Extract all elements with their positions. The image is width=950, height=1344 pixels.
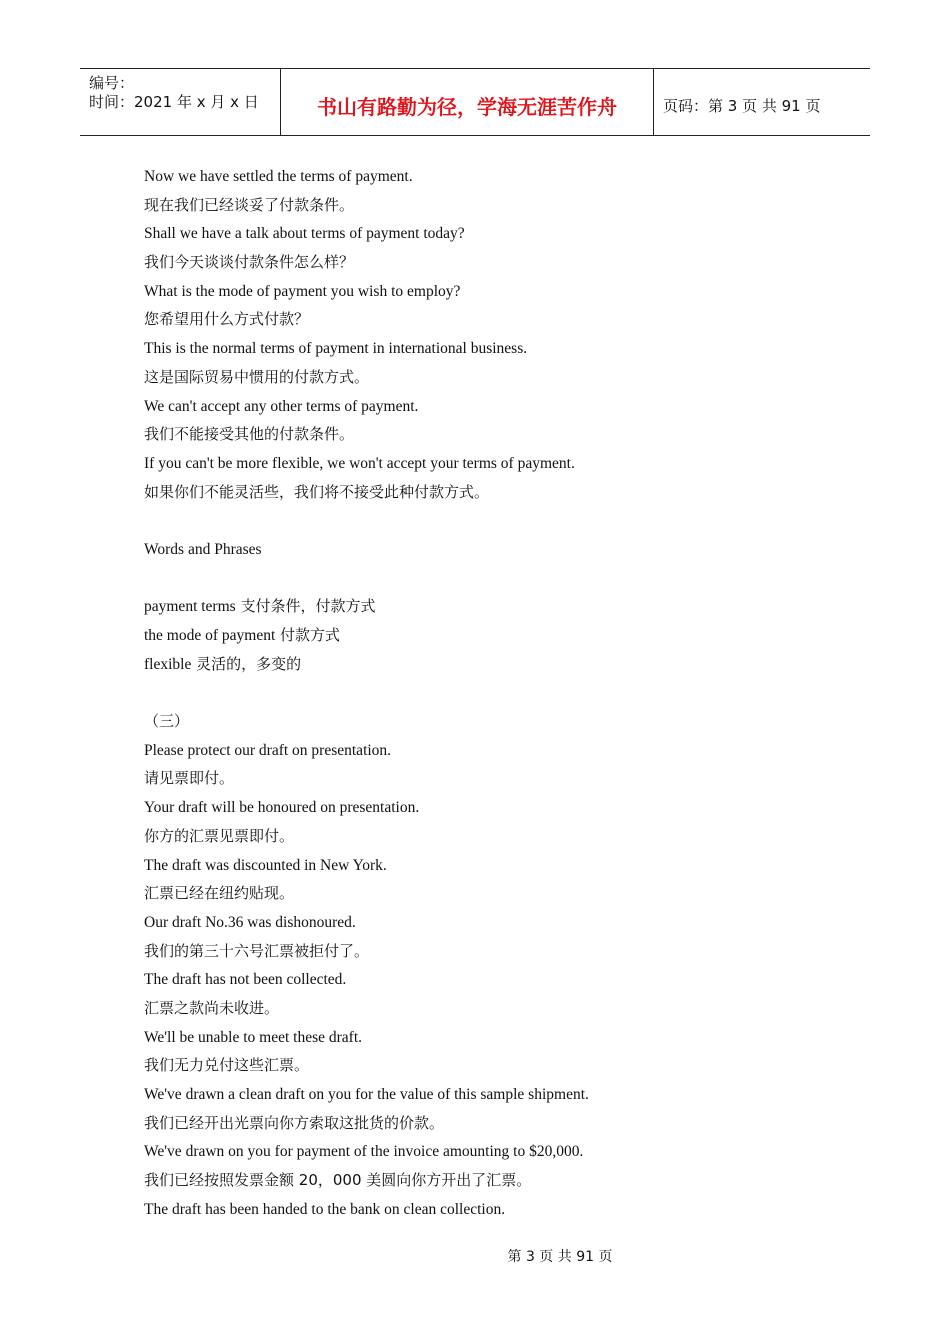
text-line: The draft has been handed to the bank on clean collection. [144,1200,506,1218]
header-motto-cell [281,69,654,135]
text-line: （三） [144,712,190,731]
text-line: If you can't be more flexible, we won't accept your terms of payment. [144,454,575,472]
header-page-number: 页码：第 3 页 共 91 页 [663,97,821,115]
text-line: 我们已经开出光票向你方索取这批货的价款。 [144,1113,445,1132]
page-header [80,68,870,136]
phrase-term: flexible [144,655,192,673]
header-info-cell [80,69,281,135]
text-line [144,596,844,625]
text-line: 请见票即付。 [144,769,235,788]
text-line: Now we have settled the terms of payment. [144,168,413,185]
text-line: 现在我们已经谈妥了付款条件。 [144,195,355,214]
text-line: 你方的汇票见票即付。 [144,826,295,845]
text-line: Our draft No.36 was dishonoured. [144,913,356,931]
text-line: 如果你们不能灵活些，我们将不接受此种付款方式。 [144,482,490,501]
document-body [144,166,844,1227]
text-line: 我们无力兑付这些汇票。 [144,1056,310,1075]
text-line: We'll be unable to meet these draft. [144,1028,363,1046]
footer-page-number: 第 3 页 共 91 页 [507,1249,613,1265]
text-line: We can't accept any other terms of payment. [144,397,419,415]
text-line: 汇票已经在纽约贴现。 [144,884,295,903]
blank-line [144,682,844,711]
text-line [144,625,844,654]
phrase-translation: 支付条件，付款方式 [235,597,376,616]
text-line: Words and Phrases [144,540,262,558]
document-number-label: 编号： [89,74,135,92]
blank-line [144,510,844,539]
text-line: 我们的第三十六号汇票被拒付了。 [144,941,370,960]
text-line: Please protect our draft on presentation. [144,741,392,759]
blank-line [144,568,844,597]
text-line: 我们已经按照发票金额 20，000 美圆向你方开出了汇票。 [144,1171,532,1190]
text-line: The draft was discounted in New York. [144,856,387,874]
text-line: 这是国际贸易中惯用的付款方式。 [144,367,370,386]
text-line: 您希望用什么方式付款？ [144,310,310,329]
header-motto: 书山有路勤为径，学海无涯苦作舟 [317,95,617,119]
phrase-term: the mode of payment [144,627,276,644]
text-line: We've drawn on you for payment of the invoice amounting to $20,000. [144,1143,584,1161]
phrase-translation: 灵活的，多变的 [191,654,302,673]
text-line: The draft has not been collected. [144,971,347,989]
page-footer [0,1246,950,1266]
text-line: What is the mode of payment you wish to employ? [144,282,461,300]
header-page-cell [654,69,870,135]
document-time-label: 时间：2021 年 x 月 x 日 [89,93,259,111]
text-line: We've drawn a clean draft on you for the value of this sample shipment. [144,1086,589,1103]
text-line: 我们今天谈谈付款条件怎么样？ [144,253,355,272]
phrase-term: payment terms [144,598,236,616]
text-line: 我们不能接受其他的付款条件。 [144,425,355,444]
text-line [144,654,844,683]
text-line: 汇票之款尚未收进。 [144,998,280,1017]
text-line: This is the normal terms of payment in international business. [144,340,528,358]
phrase-translation: 付款方式 [275,626,341,644]
text-line: Your draft will be honoured on presentation. [144,799,420,817]
text-line: Shall we have a talk about terms of payment today? [144,225,465,243]
